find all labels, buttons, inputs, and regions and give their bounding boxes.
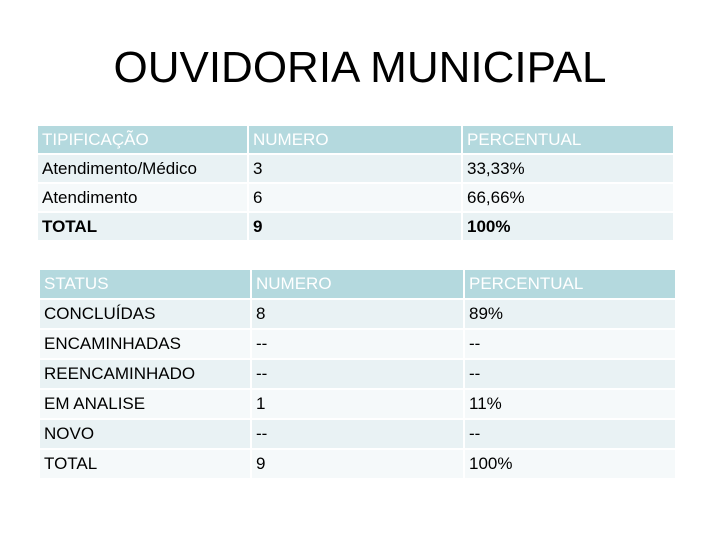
table-cell: 100% <box>463 213 673 240</box>
table-row <box>40 330 675 358</box>
table-cell: -- <box>252 420 463 448</box>
table-cell: ENCAMINHADAS <box>40 330 250 358</box>
table-row <box>40 300 675 328</box>
table-cell: TOTAL <box>38 213 247 240</box>
column-header-status: STATUS <box>40 270 250 298</box>
table-cell: EM ANALISE <box>40 390 250 418</box>
table-cell: 89% <box>465 300 675 328</box>
column-header-numero: NUMERO <box>249 126 461 153</box>
table-cell: -- <box>465 330 675 358</box>
table-cell: 9 <box>252 450 463 478</box>
table-cell: 66,66% <box>463 184 673 211</box>
table-cell: 6 <box>249 184 461 211</box>
column-header-tipificacao: TIPIFICAÇÃO <box>38 126 247 153</box>
table-row <box>40 420 675 448</box>
tipificacao-table <box>36 124 675 242</box>
table-row <box>40 390 675 418</box>
table-cell: NOVO <box>40 420 250 448</box>
table-cell: Atendimento <box>38 184 247 211</box>
table-cell: 100% <box>465 450 675 478</box>
table-cell: Atendimento/Médico <box>38 155 247 182</box>
table-cell: -- <box>252 360 463 388</box>
table-total-row <box>40 450 675 478</box>
table-cell: -- <box>465 420 675 448</box>
column-header-percentual: PERCENTUAL <box>463 126 673 153</box>
table-row <box>40 360 675 388</box>
table-header-row <box>38 126 673 153</box>
table-cell: -- <box>465 360 675 388</box>
table-cell: 11% <box>465 390 675 418</box>
column-header-numero: NUMERO <box>252 270 463 298</box>
table-cell: TOTAL <box>40 450 250 478</box>
column-header-percentual: PERCENTUAL <box>465 270 675 298</box>
status-table <box>38 268 677 480</box>
table-cell: CONCLUÍDAS <box>40 300 250 328</box>
table-header-row <box>40 270 675 298</box>
table-cell: 8 <box>252 300 463 328</box>
table-cell: 1 <box>252 390 463 418</box>
table-cell: 33,33% <box>463 155 673 182</box>
table-total-row <box>38 213 673 240</box>
table-cell: REENCAMINHADO <box>40 360 250 388</box>
table-cell: 9 <box>249 213 461 240</box>
table-row <box>38 155 673 182</box>
table-cell: 3 <box>249 155 461 182</box>
table-cell: -- <box>252 330 463 358</box>
table-row <box>38 184 673 211</box>
page-title: OUVIDORIA MUNICIPAL <box>113 43 607 92</box>
